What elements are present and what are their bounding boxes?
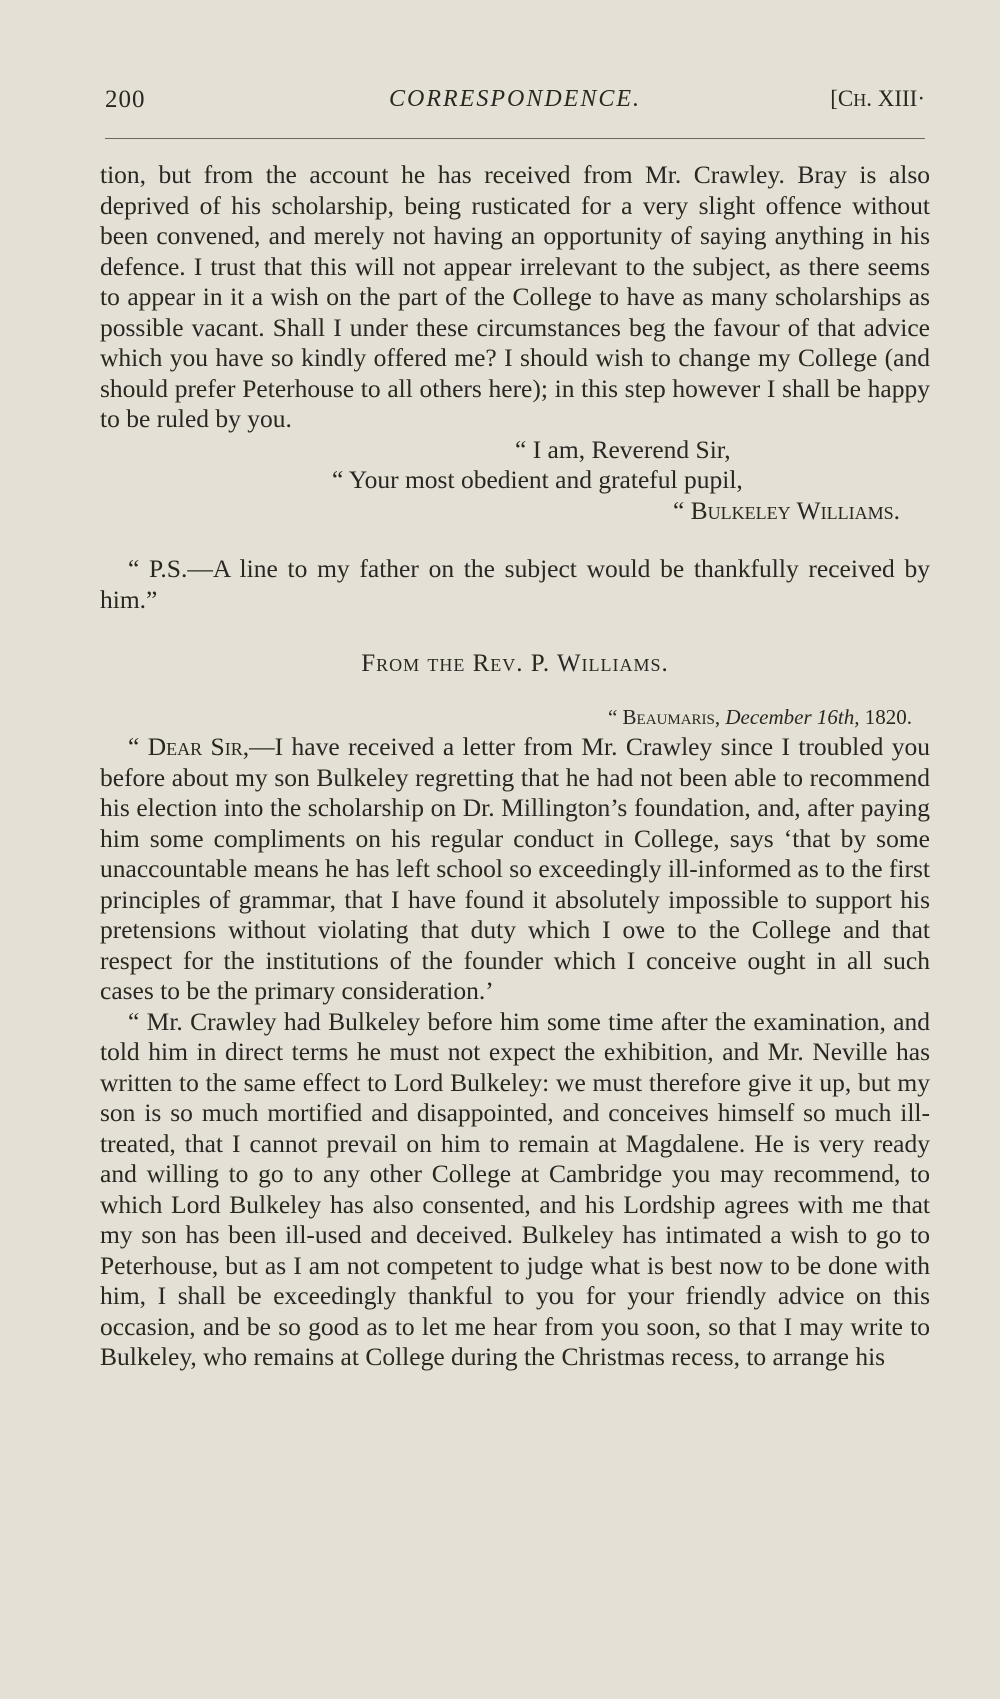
chapter-marker: [CH. XIII· xyxy=(830,86,925,111)
letter-paragraph: “ Dear Sir,—I have received a letter from Mr. Crawley since I troubled you before about my son Bulkeley regretting that he had not been able to recommend his election into the scholarship on Dr. Millington’s foundation, and, after paying him some compliments on his regular conduct in College, says ‘that by some unaccountable means he has left school so exceedingly ill-informed as to the first principles of grammar, that I have found it absolutely impossible to support his pretensions without violating that duty which I owe to the College and that respect for the institutions of the founder which I conceive ought in all such cases to be the primary consideration.’ xyxy=(100,732,930,1005)
page-body xyxy=(100,160,930,1373)
dateline: “ Beaumaris, December 16th, 1820. xyxy=(607,704,912,729)
letter-signature: “ Bulkeley Williams. xyxy=(672,495,900,525)
letter-continuation: tion, but from the account he has received from Mr. Crawley. Bray is also deprived of his scholarship, being rusticated for a very slight offence without been convened, and merely not having an opportunity of saying anything in his defence. I trust that this will not appear irrelevant to the subject, as there seems to appear in it a wish on the part of the College to have as many scholarships as possible vacant. Shall I under these circumstances beg the favour of that advice which you have so kindly offered me? I should wish to change my College (and should prefer Peterhouse to all others here); in this step however I shall be happy to be ruled by you. xyxy=(100,160,930,433)
letter-closing-line: “ I am, Reverend Sir, xyxy=(515,434,731,464)
letter-closing-line: “ Your most obedient and grateful pupil, xyxy=(332,465,743,494)
header-rule xyxy=(105,138,925,139)
page-header xyxy=(105,86,925,122)
postscript: “ P.S.—A line to my father on the subject would be thankfully received by him.” xyxy=(100,554,930,614)
letter-paragraph: “ Mr. Crawley had Bulkeley before him some time after the examination, and told him in direct terms he must not expect the exhibition, and Mr. Neville has written to the same effect to Lord Bulkeley: we must therefore give it up, but my son is so much mortified and disappointed, and conceives himself so much ill-treated, that I cannot prevail on him to remain at Magdalene. He is very ready and willing to go to any other College at Cambridge you may recommend, to which Lord Bulkeley has also consented, and his Lordship agrees with me that my son has been ill-used and deceived. Bulkeley has intimated a wish to go to Peterhouse, but as I am not competent to judge what is best now to be done with him, I shall be exceedingly thankful to you for your friendly advice on this occasion, and be so good as to let me hear from you soon, so that I may write to Bulkeley, who remains at College during the Christmas recess, to arrange his xyxy=(100,1006,930,1371)
section-heading: From the Rev. P. Williams. xyxy=(361,650,669,677)
page-number: 200 xyxy=(105,86,146,113)
running-title: CORRESPONDENCE. xyxy=(389,86,641,112)
